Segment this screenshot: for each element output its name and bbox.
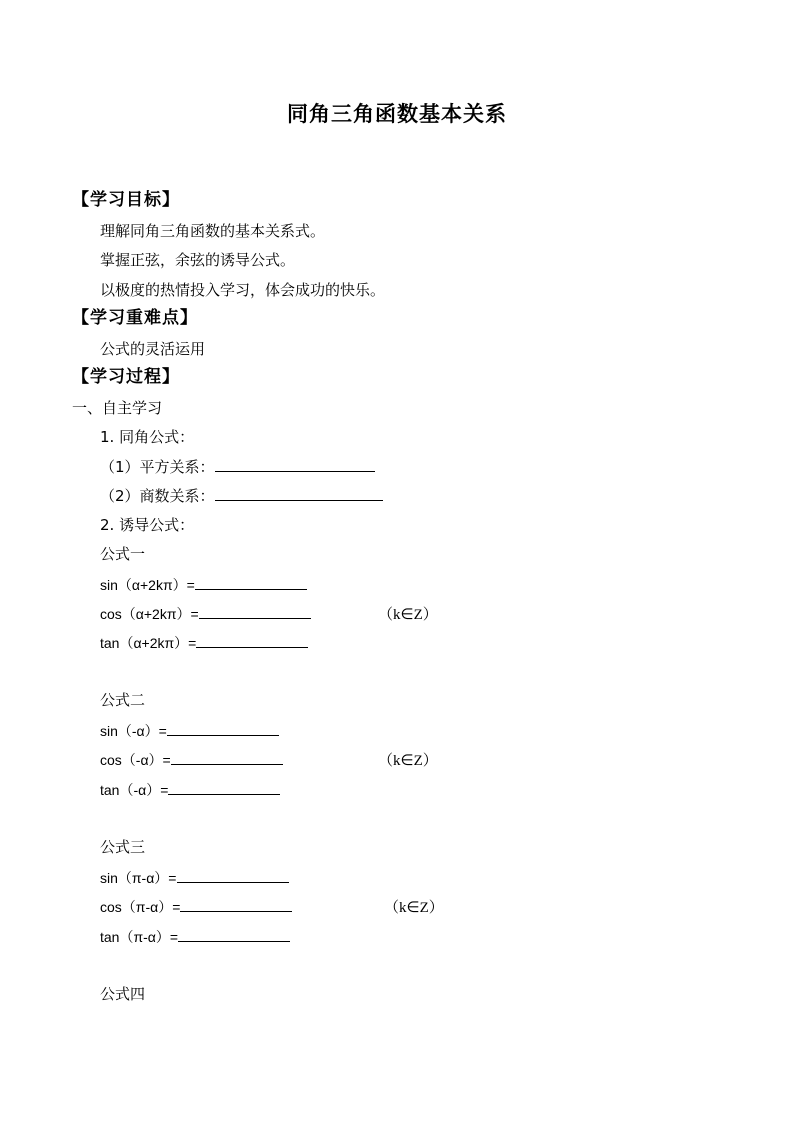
formula-3-label: 公式三 (100, 838, 146, 856)
formula-1-tan: tan（α+2kπ）= (100, 635, 197, 651)
formula-3-sin-blank[interactable] (177, 867, 289, 883)
formula-1-note: （k∈Z） (378, 607, 438, 623)
formula-3-tan: tan（π-α）= (100, 929, 179, 945)
formula-1-tan-blank[interactable] (196, 632, 308, 648)
formula-2-tan-row (100, 779, 280, 800)
formula-1-label: 公式一 (100, 545, 146, 563)
formula-2-cos-blank[interactable] (171, 749, 283, 765)
formula-1-sin-blank[interactable] (195, 574, 307, 590)
formula-3-sin-row (100, 867, 289, 888)
formula-2-tan-blank[interactable] (168, 779, 280, 795)
goal-item-2: 掌握正弦，余弦的诱导公式。 (100, 251, 296, 269)
formula-3-tan-blank[interactable] (178, 926, 290, 942)
quotient-relation-label: （2）商数关系： (100, 487, 215, 505)
formula-1-cos-blank[interactable] (199, 603, 311, 619)
formula-1-cos-row (100, 603, 311, 624)
keypoints-heading: 【学习重难点】 (72, 308, 198, 328)
page-title: 同角三角函数基本关系 (287, 102, 507, 126)
formula-3-tan-row (100, 926, 290, 947)
quotient-relation-row (100, 485, 383, 506)
sub-1-label: 1. 同角公式： (100, 428, 195, 446)
formula-2-cos-row (100, 749, 283, 770)
formula-1-sin: sin（α+2kπ）= (100, 577, 195, 593)
square-relation-blank[interactable] (215, 456, 375, 472)
quotient-relation-blank[interactable] (215, 485, 383, 501)
square-relation-row (100, 456, 375, 477)
formula-2-note: （k∈Z） (378, 753, 438, 769)
formula-2-tan: tan（-α）= (100, 782, 169, 798)
formula-4-label: 公式四 (100, 985, 146, 1003)
formula-2-sin-row (100, 720, 279, 741)
square-relation-label: （1）平方关系： (100, 458, 215, 476)
formula-3-note: （k∈Z） (384, 900, 444, 916)
formula-3-cos-row (100, 896, 292, 917)
goals-heading: 【学习目标】 (72, 190, 180, 210)
goal-item-1: 理解同角三角函数的基本关系式。 (100, 222, 326, 240)
formula-1-cos: cos（α+2kπ）= (100, 606, 199, 622)
keypoint-item-1: 公式的灵活运用 (100, 340, 206, 358)
formula-2-sin-blank[interactable] (167, 720, 279, 736)
formula-2-sin: sin（-α）= (100, 723, 167, 739)
formula-1-sin-row (100, 574, 307, 595)
formula-1-tan-row (100, 632, 308, 653)
formula-3-sin: sin（π-α）= (100, 870, 177, 886)
process-heading: 【学习过程】 (72, 367, 180, 387)
formula-2-cos: cos（-α）= (100, 752, 171, 768)
formula-3-cos: cos（π-α）= (100, 899, 181, 915)
part-1-label: 一、自主学习 (72, 399, 163, 417)
sub-2-label: 2. 诱导公式： (100, 516, 195, 534)
goal-item-3: 以极度的热情投入学习，体会成功的快乐。 (100, 281, 386, 299)
formula-3-cos-blank[interactable] (180, 896, 292, 912)
formula-2-label: 公式二 (100, 691, 146, 709)
